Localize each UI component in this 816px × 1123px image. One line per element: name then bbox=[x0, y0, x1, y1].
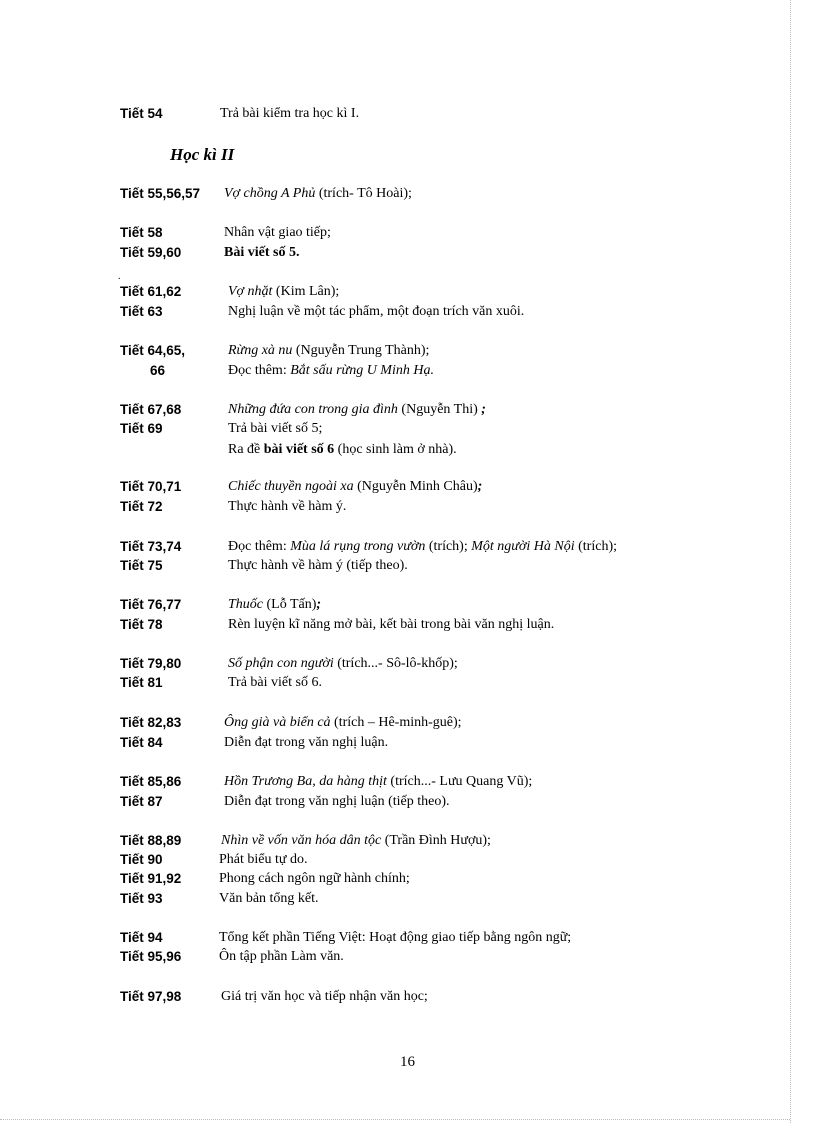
content-segment: Bài viết số 5. bbox=[224, 245, 300, 260]
lesson-content bbox=[219, 851, 307, 869]
content-segment: Tổng kết phần Tiếng Việt: Hoạt động giao tiếp bằng ngôn ngữ; bbox=[219, 930, 572, 945]
lesson-content bbox=[219, 870, 410, 888]
content-segment: Số phận con người bbox=[228, 656, 334, 671]
lesson-content bbox=[228, 362, 434, 380]
content-segment: Trả bài viết số 6. bbox=[228, 675, 322, 690]
lesson-content bbox=[219, 948, 344, 966]
section-heading: Học kì II bbox=[170, 145, 235, 164]
content-segment: Hồn Trương Ba, da hàng thịt bbox=[224, 774, 387, 789]
lesson-content bbox=[228, 441, 457, 459]
content-segment: Trả bài viết số 5; bbox=[228, 421, 323, 436]
content-segment: Nhìn về vốn văn hóa dân tộc bbox=[221, 833, 382, 848]
content-segment: Thực hành về hàm ý. bbox=[228, 499, 347, 514]
lesson-content bbox=[228, 498, 346, 516]
lesson-number: Tiết 95,96 bbox=[120, 949, 182, 964]
content-segment: (Nguyễn Minh Châu) bbox=[353, 479, 478, 494]
lesson-number: Tiết 87 bbox=[120, 794, 163, 809]
content-segment: Diễn đạt trong văn nghị luận. bbox=[224, 735, 389, 750]
lesson-content bbox=[228, 342, 429, 360]
lesson-content bbox=[221, 832, 491, 850]
lesson-number: Tiết 67,68 bbox=[120, 402, 182, 417]
content-segment: ; bbox=[481, 402, 486, 417]
lesson-content bbox=[228, 596, 321, 614]
lesson-content bbox=[228, 303, 524, 321]
content-segment: Mùa lá rụng trong vườn bbox=[290, 539, 426, 554]
content-segment: (trích – Hê-minh-guê); bbox=[330, 715, 462, 730]
lesson-number: Tiết 97,98 bbox=[120, 989, 182, 1004]
lesson-content bbox=[228, 420, 322, 438]
lesson-content bbox=[228, 557, 408, 575]
lesson-content bbox=[228, 478, 482, 496]
content-segment: Nghị luận về một tác phẩm, một đoạn trích văn xuôi. bbox=[228, 304, 525, 319]
lesson-content bbox=[228, 401, 486, 419]
lesson-number: Tiết 59,60 bbox=[120, 245, 182, 260]
lesson-number: Tiết 54 bbox=[120, 106, 163, 121]
content-segment: ; bbox=[477, 479, 483, 494]
content-segment: Ra đề bbox=[228, 442, 264, 457]
lesson-number: Tiết 69 bbox=[120, 421, 163, 436]
lesson-content bbox=[224, 224, 331, 242]
lesson-number: Tiết 72 bbox=[120, 499, 163, 514]
lesson-number: Tiết 76,77 bbox=[120, 597, 182, 612]
content-segment: (Nguyễn Thi) bbox=[397, 402, 482, 417]
lesson-content bbox=[224, 773, 532, 791]
lesson-number: Tiết 70,71 bbox=[120, 479, 182, 494]
lesson-content bbox=[228, 538, 617, 556]
content-segment: (Lỗ Tấn) bbox=[263, 597, 317, 612]
lesson-content bbox=[219, 929, 571, 947]
page-number: 16 bbox=[400, 1054, 415, 1070]
lesson-number: Tiết 73,74 bbox=[120, 539, 182, 554]
content-segment: Vợ chồng A Phủ bbox=[224, 186, 316, 201]
content-segment: Những đứa con trong gia đình bbox=[228, 402, 398, 417]
content-segment: Phong cách ngôn ngữ hành chính; bbox=[219, 871, 410, 886]
content-segment: (Trần Đình Hượu); bbox=[381, 833, 491, 848]
content-segment: Văn bản tổng kết. bbox=[219, 891, 319, 906]
content-segment: Một người Hà Nội bbox=[471, 539, 575, 554]
content-segment: ; bbox=[316, 597, 322, 612]
lesson-content bbox=[228, 283, 339, 301]
lesson-content bbox=[224, 185, 412, 203]
lesson-content bbox=[224, 793, 450, 811]
lesson-content bbox=[224, 734, 388, 752]
content-segment: Diễn đạt trong văn nghị luận (tiếp theo). bbox=[224, 794, 450, 809]
content-segment: Giá trị văn học và tiếp nhận văn học; bbox=[221, 989, 428, 1004]
content-segment: Đọc thêm: bbox=[228, 363, 291, 378]
lesson-number: Tiết 90 bbox=[120, 852, 163, 867]
content-segment: (Nguyễn Trung Thành); bbox=[292, 343, 430, 358]
content-segment: Trả bài kiểm tra học kì I. bbox=[220, 106, 360, 121]
content-segment: (trích); bbox=[574, 539, 617, 554]
content-segment: Chiếc thuyền ngoài xa bbox=[228, 479, 354, 494]
content-segment: Thực hành về hàm ý (tiếp theo). bbox=[228, 558, 408, 573]
lesson-number: Tiết 61,62 bbox=[120, 284, 182, 299]
lesson-number: 66 bbox=[150, 363, 166, 378]
lesson-number: Tiết 79,80 bbox=[120, 656, 182, 671]
content-segment: Nhân vật giao tiếp; bbox=[224, 225, 331, 240]
page-border-bottom bbox=[0, 1119, 790, 1120]
content-segment: Rèn luyện kĩ năng mở bài, kết bài trong bài văn nghị luận. bbox=[228, 617, 555, 632]
content-segment: Bắt sấu rừng U Minh Hạ. bbox=[290, 363, 434, 378]
lesson-number: Tiết 63 bbox=[120, 304, 163, 319]
lesson-content bbox=[219, 890, 319, 908]
content-segment: Thuốc bbox=[228, 597, 263, 612]
content-segment: Đọc thêm: bbox=[228, 539, 291, 554]
content-segment: bài viết số 6 bbox=[263, 442, 335, 457]
lesson-number: Tiết 88,89 bbox=[120, 833, 182, 848]
lesson-number: Tiết 55,56,57 bbox=[120, 186, 201, 201]
lesson-content bbox=[221, 988, 428, 1006]
lesson-content bbox=[228, 655, 458, 673]
content-segment: (trích...- Lưu Quang Vũ); bbox=[386, 774, 533, 789]
content-segment: Rừng xà nu bbox=[228, 343, 293, 358]
lesson-content bbox=[228, 674, 322, 692]
lesson-number: Tiết 58 bbox=[120, 225, 163, 240]
content-segment: (trích- Tô Hoài); bbox=[315, 186, 412, 201]
lesson-number: Tiết 78 bbox=[120, 617, 163, 632]
lesson-content bbox=[228, 616, 554, 634]
lesson-number: Tiết 85,86 bbox=[120, 774, 182, 789]
lesson-content bbox=[224, 244, 299, 262]
content-segment: Phát biểu tự do. bbox=[219, 852, 308, 867]
lesson-content bbox=[220, 105, 359, 123]
page-border-right bbox=[790, 0, 791, 1123]
lesson-number: Tiết 94 bbox=[120, 930, 163, 945]
lesson-number: Tiết 81 bbox=[120, 675, 163, 690]
content-segment: (học sinh làm ở nhà). bbox=[334, 442, 457, 457]
content-segment: (trích...- Sô-lô-khốp); bbox=[333, 656, 458, 671]
content-segment: Vợ nhặt bbox=[228, 284, 273, 299]
lesson-content bbox=[224, 714, 462, 732]
lesson-number: Tiết 64,65, bbox=[120, 343, 186, 358]
content-segment: (trích); bbox=[425, 539, 472, 554]
content-segment: Ông già và biển cả bbox=[224, 715, 331, 730]
lesson-number: Tiết 82,83 bbox=[120, 715, 182, 730]
lesson-number: Tiết 93 bbox=[120, 891, 163, 906]
stray-mark: . bbox=[118, 271, 121, 282]
content-segment: (Kim Lân); bbox=[272, 284, 340, 299]
lesson-number: Tiết 75 bbox=[120, 558, 163, 573]
lesson-number: Tiết 84 bbox=[120, 735, 163, 750]
lesson-number: Tiết 91,92 bbox=[120, 871, 182, 886]
content-segment: Ôn tập phần Làm văn. bbox=[219, 949, 344, 964]
